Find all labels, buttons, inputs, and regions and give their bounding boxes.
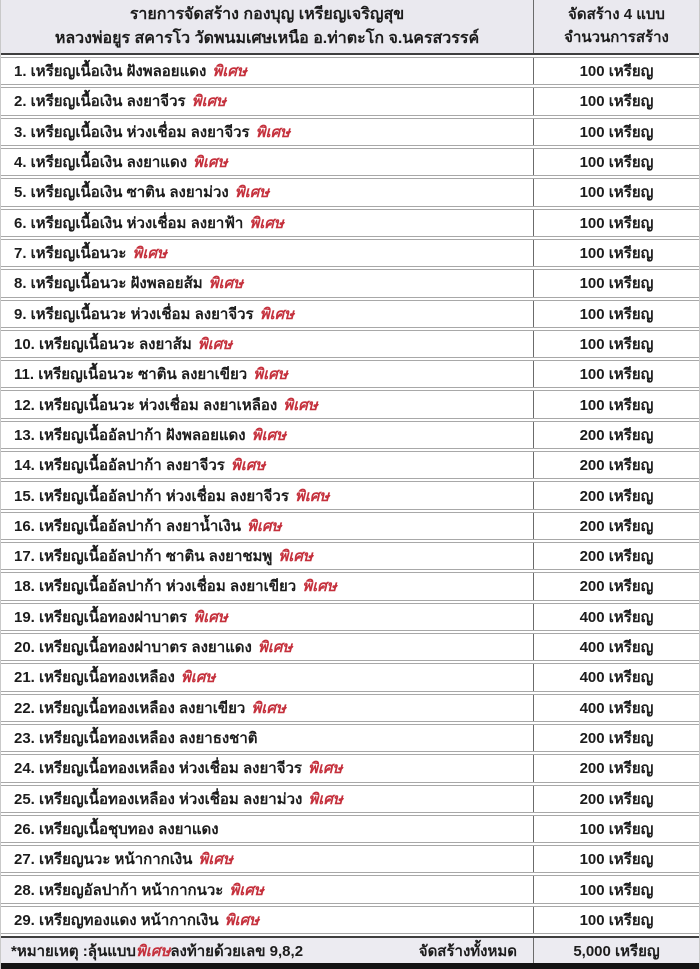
row-item-cell bbox=[1, 573, 534, 599]
row-special-tag: พิเศษ bbox=[294, 487, 330, 505]
row-label: 23. เหรียญเนื้อทองเหลือง ลงยาธงชาติ bbox=[14, 730, 258, 748]
table-row bbox=[1, 209, 699, 237]
row-label: 24. เหรียญเนื้อทองเหลือง ห่วงเชื่อม ลงยาจีวร bbox=[14, 760, 302, 778]
row-special-tag: พิเศษ bbox=[251, 426, 287, 444]
row-label: 28. เหรียญอัลปาก้า หน้ากากนวะ bbox=[14, 881, 224, 899]
table-body bbox=[1, 55, 699, 936]
row-item-cell bbox=[1, 149, 534, 175]
row-qty: 100 เหรียญ bbox=[579, 123, 654, 141]
row-qty: 200 เหรียญ bbox=[579, 517, 654, 535]
row-qty: 100 เหรียญ bbox=[579, 851, 654, 869]
row-qty: 100 เหรียญ bbox=[579, 154, 654, 172]
row-special-tag: พิเศษ bbox=[180, 669, 216, 687]
footer-note-prefix: *หมายเหตุ : bbox=[11, 942, 88, 960]
row-special-tag: พิเศษ bbox=[302, 578, 337, 596]
row-qty: 200 เหรียญ bbox=[579, 487, 654, 505]
row-qty: 100 เหรียญ bbox=[579, 820, 654, 838]
row-special-tag: พิเศษ bbox=[283, 396, 318, 414]
table-row bbox=[1, 906, 699, 934]
row-item-cell bbox=[1, 513, 534, 539]
row-qty: 400 เหรียญ bbox=[579, 699, 654, 717]
row-label: 11. เหรียญเนื้อนวะ ซาติน ลงยาเขียว bbox=[14, 366, 248, 384]
row-label: 27. เหรียญนวะ หน้ากากเงิน bbox=[14, 851, 193, 869]
header-quantity-label: จำนวนการสร้าง bbox=[564, 28, 669, 46]
table-row bbox=[1, 785, 699, 813]
table-header bbox=[1, 0, 699, 55]
row-special-tag: พิเศษ bbox=[251, 699, 286, 717]
row-label: 18. เหรียญเนื้ออัลปาก้า ห่วงเชื่อม ลงยาเขียว bbox=[14, 578, 297, 596]
row-label: 20. เหรียญเนื้อทองฝาบาตร ลงยาแดง bbox=[14, 639, 252, 657]
table-row bbox=[1, 603, 699, 631]
table-row bbox=[1, 633, 699, 661]
row-qty: 100 เหรียญ bbox=[579, 366, 654, 384]
row-qty: 200 เหรียญ bbox=[579, 578, 654, 596]
row-item-cell bbox=[1, 786, 534, 812]
table-row bbox=[1, 481, 699, 509]
table-row bbox=[1, 512, 699, 540]
row-item-cell bbox=[1, 664, 534, 690]
row-item-cell bbox=[1, 391, 534, 417]
footer-note-special: พิเศษ bbox=[135, 942, 171, 960]
row-label: 7. เหรียญเนื้อนวะ bbox=[14, 245, 127, 263]
row-special-tag: พิเศษ bbox=[193, 154, 228, 172]
row-label: 9. เหรียญเนื้อนวะ ห่วงเชื่อม ลงยาจีวร bbox=[14, 305, 254, 323]
row-special-tag: พิเศษ bbox=[197, 335, 233, 353]
row-qty: 200 เหรียญ bbox=[579, 760, 654, 778]
row-label: 12. เหรียญเนื้อนวะ ห่วงเชื่อม ลงยาเหลือง bbox=[14, 396, 278, 414]
row-item-cell bbox=[1, 422, 534, 448]
row-item-cell bbox=[1, 331, 534, 357]
table-row bbox=[1, 239, 699, 267]
row-item-cell bbox=[1, 907, 534, 933]
row-special-tag: พิเศษ bbox=[307, 760, 343, 778]
row-item-cell bbox=[1, 604, 534, 630]
row-label: 26. เหรียญเนื้อชุบทอง ลงยาแดง bbox=[14, 820, 219, 838]
row-qty: 100 เหรียญ bbox=[579, 911, 654, 929]
row-label: 4. เหรียญเนื้อเงิน ลงยาแดง bbox=[14, 154, 188, 172]
table-row bbox=[1, 118, 699, 146]
row-special-tag: พิเศษ bbox=[253, 366, 288, 384]
row-label: 16. เหรียญเนื้ออัลปาก้า ลงยาน้ำเงิน bbox=[14, 517, 241, 535]
row-item-cell bbox=[1, 301, 534, 327]
row-special-tag: พิเศษ bbox=[257, 639, 293, 657]
table-row bbox=[1, 875, 699, 903]
table-row bbox=[1, 148, 699, 176]
document-title-line2: หลวงพ่อยูร สคารโว วัดพนมเศษเหนือ อ.ท่าตะโก จ.นครสวรรค์ bbox=[54, 29, 480, 47]
table-row bbox=[1, 300, 699, 328]
row-special-tag: พิเศษ bbox=[191, 93, 227, 111]
row-label: 13. เหรียญเนื้ออัลปาก้า ฝังพลอยแดง bbox=[14, 426, 246, 444]
row-item-cell bbox=[1, 816, 534, 842]
row-qty: 200 เหรียญ bbox=[579, 457, 654, 475]
header-types-count: จัดสร้าง 4 แบบ bbox=[568, 6, 665, 23]
row-qty: 100 เหรียญ bbox=[579, 305, 654, 323]
table-row bbox=[1, 330, 699, 358]
row-qty: 200 เหรียญ bbox=[579, 790, 654, 808]
row-item-cell bbox=[1, 179, 534, 205]
table-row bbox=[1, 57, 699, 85]
table-row bbox=[1, 178, 699, 206]
table-row bbox=[1, 724, 699, 752]
total-label: จัดสร้างทั้งหมด bbox=[418, 942, 517, 960]
row-qty: 100 เหรียญ bbox=[579, 881, 654, 899]
row-special-tag: พิเศษ bbox=[278, 548, 313, 566]
table-row bbox=[1, 360, 699, 388]
table-row bbox=[1, 269, 699, 297]
total-value: 5,000 เหรียญ bbox=[573, 942, 660, 960]
row-qty: 100 เหรียญ bbox=[579, 335, 654, 353]
table-row bbox=[1, 572, 699, 600]
table-row bbox=[1, 815, 699, 843]
row-special-tag: พิเศษ bbox=[230, 457, 266, 475]
row-qty: 100 เหรียญ bbox=[579, 214, 654, 232]
row-special-tag: พิเศษ bbox=[224, 911, 260, 929]
row-item-cell bbox=[1, 240, 534, 266]
row-special-tag: พิเศษ bbox=[255, 123, 291, 141]
row-item-cell bbox=[1, 361, 534, 387]
row-qty: 400 เหรียญ bbox=[579, 639, 654, 657]
row-label: 3. เหรียญเนื้อเงิน ห่วงเชื่อม ลงยาจีวร bbox=[14, 123, 250, 141]
row-special-tag: พิเศษ bbox=[212, 63, 247, 81]
row-special-tag: พิเศษ bbox=[229, 881, 264, 899]
row-label: 21. เหรียญเนื้อทองเหลือง bbox=[14, 669, 175, 687]
row-special-tag: พิเศษ bbox=[249, 214, 284, 232]
row-item-cell bbox=[1, 695, 534, 721]
row-label: 5. เหรียญเนื้อเงิน ซาติน ลงยาม่วง bbox=[14, 184, 229, 202]
row-item-cell bbox=[1, 119, 534, 145]
row-qty: 100 เหรียญ bbox=[579, 245, 654, 263]
row-item-cell bbox=[1, 88, 534, 114]
row-special-tag: พิเศษ bbox=[246, 517, 282, 535]
row-item-cell bbox=[1, 846, 534, 872]
row-label: 15. เหรียญเนื้ออัลปาก้า ห่วงเชื่อม ลงยาจีวร bbox=[14, 487, 289, 505]
row-label: 14. เหรียญเนื้ออัลปาก้า ลงยาจีวร bbox=[14, 457, 225, 475]
row-qty: 100 เหรียญ bbox=[579, 275, 654, 293]
table-row bbox=[1, 694, 699, 722]
footer-note-body: ลุ้นแบบ bbox=[87, 942, 136, 960]
table-row bbox=[1, 390, 699, 418]
row-label: 19. เหรียญเนื้อทองฝาบาตร bbox=[14, 608, 188, 626]
row-item-cell bbox=[1, 543, 534, 569]
row-label: 17. เหรียญเนื้ออัลปาก้า ซาติน ลงยาชมพู bbox=[14, 548, 273, 566]
bottom-edge-bar bbox=[1, 963, 699, 969]
row-special-tag: พิเศษ bbox=[132, 245, 167, 263]
row-special-tag: พิเศษ bbox=[259, 305, 295, 323]
row-special-tag: พิเศษ bbox=[193, 608, 228, 626]
row-item-cell bbox=[1, 876, 534, 902]
row-qty: 100 เหรียญ bbox=[579, 63, 654, 81]
row-qty: 100 เหรียญ bbox=[579, 93, 654, 111]
row-item-cell bbox=[1, 58, 534, 84]
row-special-tag: พิเศษ bbox=[308, 790, 343, 808]
row-label: 22. เหรียญเนื้อทองเหลือง ลงยาเขียว bbox=[14, 699, 246, 717]
row-qty: 400 เหรียญ bbox=[579, 669, 654, 687]
table-row bbox=[1, 754, 699, 782]
table-row bbox=[1, 845, 699, 873]
row-special-tag: พิเศษ bbox=[208, 275, 244, 293]
row-qty: 200 เหรียญ bbox=[579, 548, 654, 566]
row-special-tag: พิเศษ bbox=[198, 851, 233, 869]
header-quantity-cell bbox=[534, 0, 699, 53]
footer-note-suffix: ลงท้ายด้วยเลข 9,8,2 bbox=[170, 942, 304, 960]
row-qty: 100 เหรียญ bbox=[579, 184, 654, 202]
row-item-cell bbox=[1, 482, 534, 508]
row-qty: 400 เหรียญ bbox=[579, 608, 654, 626]
row-label: 8. เหรียญเนื้อนวะ ฝังพลอยส้ม bbox=[14, 275, 203, 293]
row-item-cell bbox=[1, 755, 534, 781]
table-row bbox=[1, 542, 699, 570]
table-row bbox=[1, 451, 699, 479]
row-label: 1. เหรียญเนื้อเงิน ฝังพลอยแดง bbox=[14, 63, 207, 81]
row-item-cell bbox=[1, 452, 534, 478]
table-row bbox=[1, 421, 699, 449]
row-item-cell bbox=[1, 270, 534, 296]
row-qty: 100 เหรียญ bbox=[579, 396, 654, 414]
table-footer bbox=[1, 936, 699, 963]
row-qty: 200 เหรียญ bbox=[579, 426, 654, 444]
table-row bbox=[1, 87, 699, 115]
row-item-cell bbox=[1, 634, 534, 660]
row-label: 10. เหรียญเนื้อนวะ ลงยาส้ม bbox=[14, 335, 192, 353]
row-label: 29. เหรียญทองแดง หน้ากากเงิน bbox=[14, 911, 219, 929]
row-label: 6. เหรียญเนื้อเงิน ห่วงเชื่อม ลงยาฟ้า bbox=[14, 214, 244, 232]
table-row bbox=[1, 663, 699, 691]
row-special-tag: พิเศษ bbox=[234, 184, 270, 202]
header-title-cell bbox=[1, 0, 534, 53]
row-item-cell bbox=[1, 210, 534, 236]
row-label: 25. เหรียญเนื้อทองเหลือง ห่วงเชื่อม ลงยาม่วง bbox=[14, 790, 303, 808]
footer-note-cell bbox=[1, 938, 534, 963]
row-qty: 200 เหรียญ bbox=[579, 730, 654, 748]
row-label: 2. เหรียญเนื้อเงิน ลงยาจีวร bbox=[14, 93, 186, 111]
document-title-line1: รายการจัดสร้าง กองบุญ เหรียญเจริญสุข bbox=[129, 5, 405, 23]
row-item-cell bbox=[1, 725, 534, 751]
